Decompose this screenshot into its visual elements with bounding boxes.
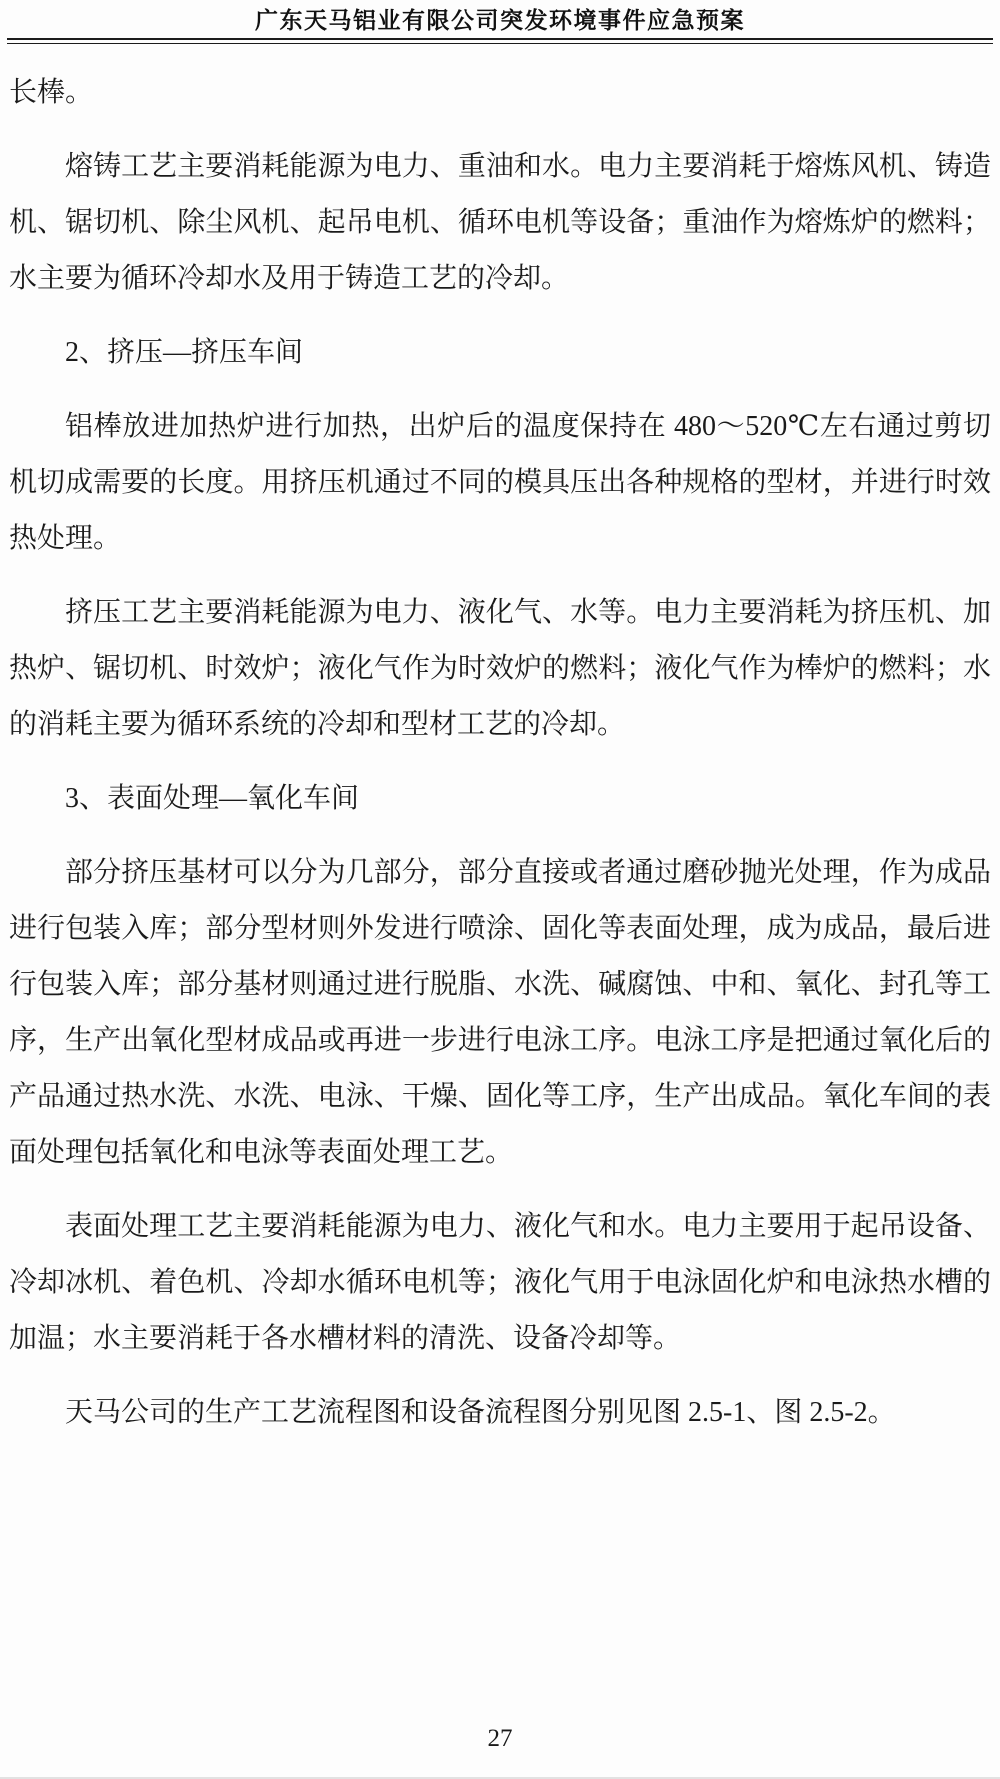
header-title: 广东天马铝业有限公司突发环境事件应急预案 xyxy=(255,8,745,33)
paragraph: 熔铸工艺主要消耗能源为电力、重油和水。电力主要消耗于熔炼风机、铸造机、锯切机、除尘风机、起吊电机、循环电机等设备；重油作为熔炼炉的燃料；水主要为循环冷却水及用于铸造工艺的冷却。 xyxy=(9,151,991,294)
header-rule-thick xyxy=(7,38,993,40)
document-body xyxy=(0,65,1000,1441)
paragraph: 挤压工艺主要消耗能源为电力、液化气、水等。电力主要消耗为挤压机、加热炉、锯切机、时效炉；液化气作为时效炉的燃料；液化气作为棒炉的燃料；水的消耗主要为循环系统的冷却和型材工艺的冷却。 xyxy=(9,597,991,740)
paragraph: 部分挤压基材可以分为几部分，部分直接或者通过磨砂抛光处理，作为成品进行包装入库；部分型材则外发进行喷涂、固化等表面处理，成为成品，最后进行包装入库；部分基材则通过进行脱脂、水洗、碱腐蚀、中和、氧化、封孔等工序，生产出氧化型材成品或再进一步进行电泳工序。电泳工序是把通过氧化后的产品通过热水洗、水洗、电泳、干燥、固化等工序，生产出成品。氧化车间的表面处理包括氧化和电泳等表面处理工艺。 xyxy=(9,857,991,1168)
page-number: 27 xyxy=(487,1725,513,1752)
page-header xyxy=(0,0,1000,44)
paragraph: 表面处理工艺主要消耗能源为电力、液化气和水。电力主要用于起吊设备、冷却冰机、着色机、冷却水循环电机等；液化气用于电泳固化炉和电泳热水槽的加温；水主要消耗于各水槽材料的清洗、设备冷却等。 xyxy=(9,1211,991,1354)
section-heading: 2、挤压—挤压车间 xyxy=(65,337,304,368)
paragraph: 天马公司的生产工艺流程图和设备流程图分别见图 2.5-1、图 2.5-2。 xyxy=(65,1397,896,1428)
continuation-line: 长棒。 xyxy=(9,77,94,108)
section-heading: 3、表面处理—氧化车间 xyxy=(65,783,360,814)
paragraph: 铝棒放进加热炉进行加热，出炉后的温度保持在 480～520℃左右通过剪切机切成需要的长度。用挤压机通过不同的模具压出各种规格的型材，并进行时效热处理。 xyxy=(9,411,991,554)
header-rule-thin xyxy=(7,43,993,44)
